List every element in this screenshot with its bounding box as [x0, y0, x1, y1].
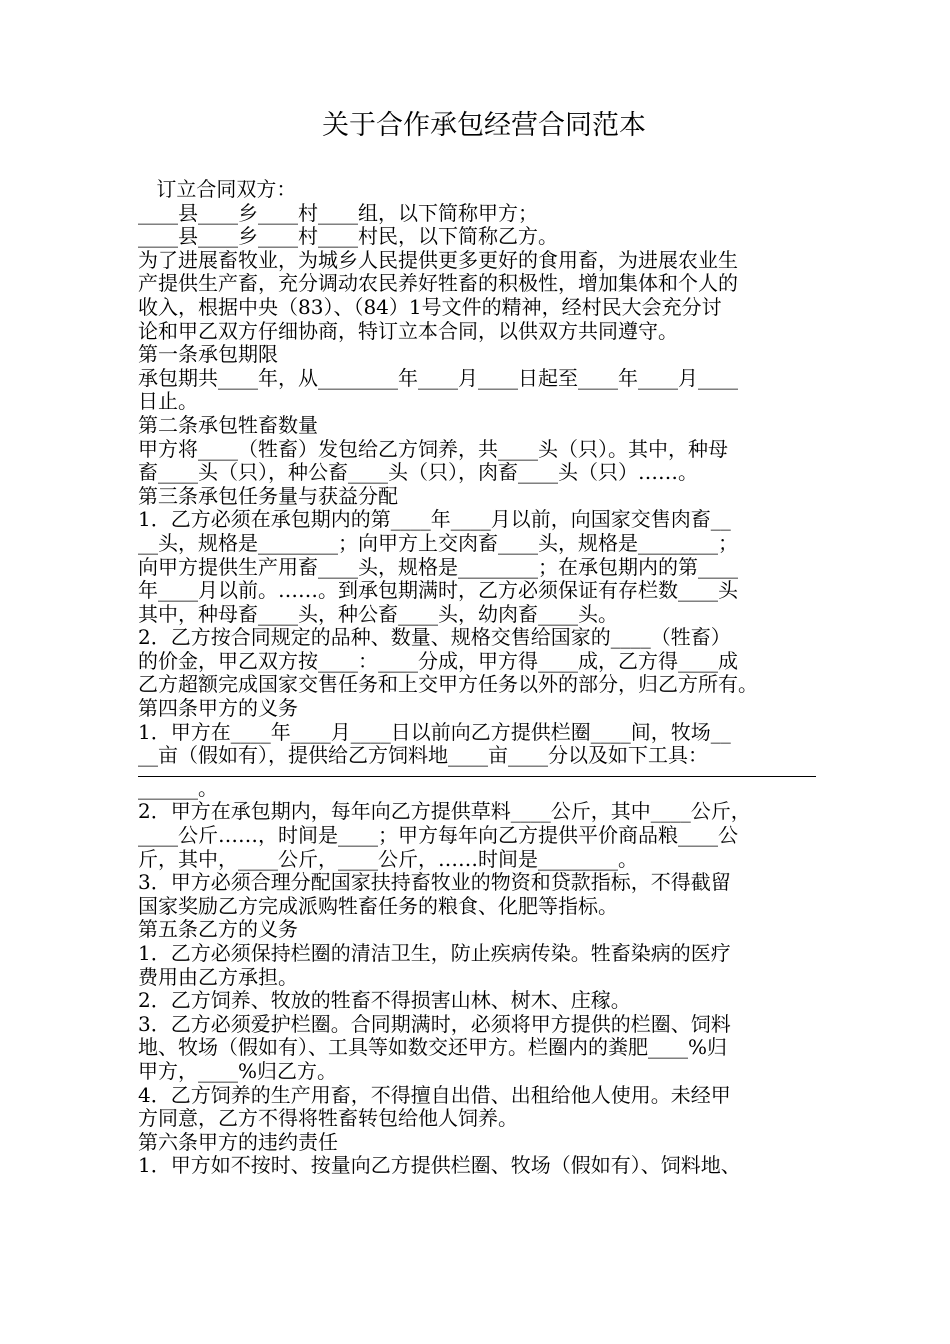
contract-line: 国家奖励乙方完成派购牲畜任务的粮食、化肥等指标。 — [138, 893, 618, 918]
contract-line: 第一条承包期限 — [138, 342, 278, 367]
contract-line: 方同意，乙方不得将牲畜转包给他人饲养。 — [138, 1106, 518, 1131]
contract-line: 2．乙方饲养、牧放的牲畜不得损害山林、树木、庄稼。 — [138, 988, 631, 1013]
contract-line: 甲方，____%归乙方。 — [138, 1058, 338, 1083]
contract-line: ____县____乡____村____村民，以下简称乙方。 — [138, 224, 558, 249]
contract-line: 第二条承包牲畜数量 — [138, 412, 318, 437]
contract-line: 向甲方提供生产用畜____头，规格是________；在承包期内的第____ — [138, 554, 738, 579]
contract-line: 4．乙方饲养的生产用畜，不得擅自出借、出租给他人使用。未经甲 — [138, 1082, 731, 1107]
contract-line: 其中，种母畜____头，种公畜____头，幼肉畜____头。 — [138, 601, 618, 626]
document-title: 关于合作承包经营合同范本 — [322, 110, 646, 141]
contract-line: 2．甲方在承包期内，每年向乙方提供草料____公斤，其中____公斤， — [138, 799, 751, 824]
contract-line: 收入，根据中央（83）、（84）1号文件的精神，经村民大会充分讨 — [138, 294, 722, 319]
contract-line: ____公斤……，时间是____；甲方每年向乙方提供平价商品粮____公 — [138, 823, 738, 848]
contract-line: 2．乙方按合同规定的品种、数量、规格交售给国家的____（牲畜） — [138, 625, 731, 650]
contract-line: 3．甲方必须合理分配国家扶持畜牧业的物资和贷款指标，不得截留 — [138, 870, 731, 895]
contract-line: 第四条甲方的义务 — [138, 696, 298, 721]
contract-line: 1．甲方在____年____月____日以前向乙方提供栏圈____间，牧场__ — [138, 719, 731, 744]
contract-line: 1．甲方如不按时、按量向乙方提供栏圈、牧场（假如有）、饲料地、 — [138, 1153, 741, 1178]
contract-line: 承包期共____年，从________年____月____日起至____年____月____ — [138, 365, 738, 390]
contract-line: 1．乙方必须保持栏圈的清洁卫生，防止疾病传染。牲畜染病的医疗 — [138, 941, 731, 965]
contract-line: 费用由乙方承担。 — [138, 964, 298, 989]
contract-line: 订立合同双方： — [150, 177, 297, 201]
contract-line: 甲方将____（牲畜）发包给乙方饲养，共____头（只）。其中，种母 — [138, 436, 728, 461]
contract-line: 1．乙方必须在承包期内的第____年____月以前，向国家交售肉畜__ — [138, 507, 731, 532]
contract-line: ____县____乡____村____组，以下简称甲方； — [138, 200, 538, 225]
contract-line: 乙方超额完成国家交售任务和上交甲方任务以外的部分，归乙方所有。 — [138, 672, 758, 697]
contract-line: 地、牧场（假如有）、工具等如数交还甲方。栏圈内的粪肥____%归 — [138, 1035, 728, 1060]
contract-line: 为了进展畜牧业，为城乡人民提供更多更好的食用畜，为进展农业生 — [138, 247, 738, 272]
contract-line: 3．乙方必须爱护栏圈。合同期满时，必须将甲方提供的栏圈、饲料 — [138, 1011, 731, 1036]
contract-line: 斤，其中，____公斤，____公斤，……时间是________。 — [138, 846, 638, 871]
contract-line: 年____月以前。……。到承包期满时，乙方必须保证有存栏数____头 — [138, 578, 738, 603]
contract-line: 第六条甲方的违约责任 — [138, 1129, 338, 1154]
contract-line: 畜____头（只），种公畜____头（只），肉畜____头（只）……。 — [138, 460, 698, 485]
contract-line: 第三条承包任务量与获益分配 — [138, 483, 398, 508]
contract-line: 论和甲乙双方仔细协商，特订立本合同，以供双方共同遵守。 — [138, 318, 678, 343]
contract-line: 第五条乙方的义务 — [138, 917, 298, 942]
contract-line: ______。 — [138, 775, 218, 800]
contract-line: __亩（假如有），提供给乙方饲料地____亩____分以及如下工具： — [138, 743, 708, 768]
contract-line: __头，规格是________；向甲方上交肉畜____头，规格是________； — [138, 530, 738, 555]
contract-line: 的价金，甲乙双方按____：____分成，甲方得____成，乙方得____成 — [138, 648, 738, 673]
contract-line: 日止。 — [138, 389, 198, 414]
contract-body — [138, 178, 816, 1178]
contract-line: 产提供生产畜，充分调动农民养好牲畜的积极性，增加集体和个人的 — [138, 271, 738, 296]
